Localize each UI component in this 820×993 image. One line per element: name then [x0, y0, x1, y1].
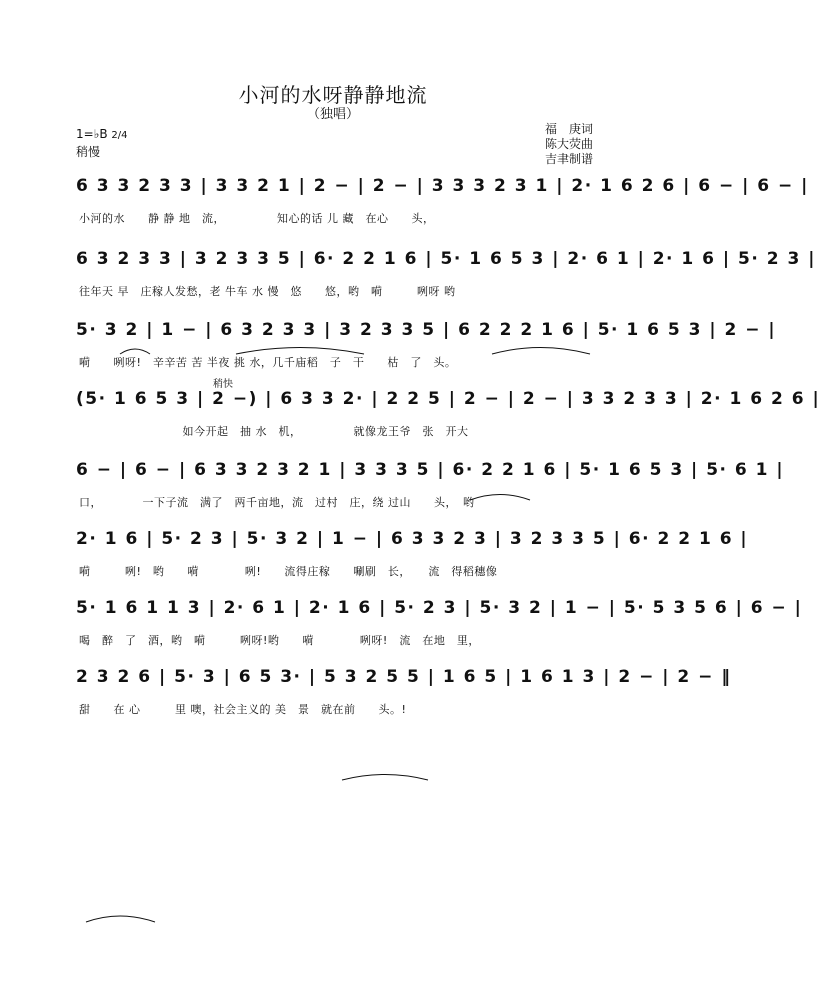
- engraver: 吉聿制谱: [544, 152, 593, 166]
- lyric-line: 喝 醉 了 酒，哟 嗬 咧呀!哟 嗬 咧呀! 流 在地 里，: [79, 634, 480, 647]
- score-credits: [545, 122, 593, 167]
- music-system-7: [0, 598, 803, 674]
- notation-line: 5· 3 2 | 1 − | 6 3 2 3 3 | 3 2 3 3 5 | 6 2 2 2 1 6 | 5· 1 6 5 3 | 2 − |: [76, 320, 777, 340]
- notation-line: 5· 1 6 1 1 3 | 2· 6 1 | 2· 1 6 | 5· 2 3 | 5· 3 2 | 1 − | 5· 5 3 5 6 | 6 − |: [76, 598, 803, 618]
- lyric-line: 往年天 早 庄稼人发愁，老 牛车 水 慢 悠 悠，哟 嗬 咧呀 哟: [79, 285, 456, 298]
- music-system-8: [0, 667, 732, 743]
- lyric-line: 口， 一下子流 满了 两千亩地，流 过村 庄，绕 过山 头， 哟: [79, 496, 475, 509]
- lyricist: 福 庚词: [544, 122, 593, 136]
- tempo-change-marking: 稍快: [213, 379, 233, 390]
- score-subtitle: （独唱）: [306, 107, 359, 122]
- music-system-2: [0, 249, 816, 325]
- key-signature: 1=♭B: [76, 127, 108, 141]
- lyric-line: 甜 在 心 里 噢，社会主义的 美 景 就在前 头。!: [79, 703, 407, 716]
- lyric-line: 嗬 咧呀! 辛辛苦 苦 半夜 挑 水，几千庙稻 子 干 枯 了 头。: [79, 356, 457, 369]
- key-and-time: [76, 126, 128, 144]
- notation-line: 6 − | 6 − | 6 3 3 2 3 2 1 | 3 3 3 5 | 6· 2 2 1 6 | 5· 1 6 5 3 | 5· 6 1 |: [76, 460, 785, 480]
- music-system-4: [0, 379, 820, 465]
- music-system-5: [0, 460, 785, 536]
- music-system-1: [0, 176, 809, 252]
- lyric-line: 小河的水 静 静 地 流， 知心的话 儿 藏 在心 头，: [79, 212, 435, 225]
- score-meta: [76, 126, 128, 160]
- lyric-line: 嗬 咧! 哟 嗬 咧! 流得庄稼 唰刷 长， 流 得稻穗像: [79, 565, 498, 578]
- notation-line: (5· 1 6 5 3 | 2 −) | 6 3 3 2· | 2 2 5 | 2 − | 2 − | 3 3 2 3 3 | 2· 1 6 2 6 |: [76, 389, 820, 409]
- composer: 陈大荧曲: [544, 137, 593, 151]
- score-title: 小河的水呀静静地流: [238, 83, 428, 107]
- notation-line: 6 3 3 2 3 3 | 3 3 2 1 | 2 − | 2 − | 3 3 3 2 3 1 | 2· 1 6 2 6 | 6 − | 6 − |: [76, 176, 809, 196]
- music-system-6: [0, 529, 749, 605]
- lyric-line: 如今开起 抽 水 机， 就像龙王爷 张 开大: [79, 425, 469, 438]
- notation-line: 2 3 2 6 | 5· 3 | 6 5 3· | 5 3 2 5 5 | 1 6 5 | 1 6 1 3 | 2 − | 2 − ‖: [76, 667, 732, 687]
- music-system-3: [0, 320, 777, 396]
- notation-line: 6 3 2 3 3 | 3 2 3 3 5 | 6· 2 2 1 6 | 5· 1 6 5 3 | 2· 6 1 | 2· 1 6 | 5· 2 3 |: [76, 249, 816, 269]
- time-signature: 2/4: [111, 130, 128, 141]
- tempo-marking: 稍慢: [76, 145, 101, 159]
- notation-line: 2· 1 6 | 5· 2 3 | 5· 3 2 | 1 − | 6 3 3 2 3 | 3 2 3 3 5 | 6· 2 2 1 6 |: [76, 529, 749, 549]
